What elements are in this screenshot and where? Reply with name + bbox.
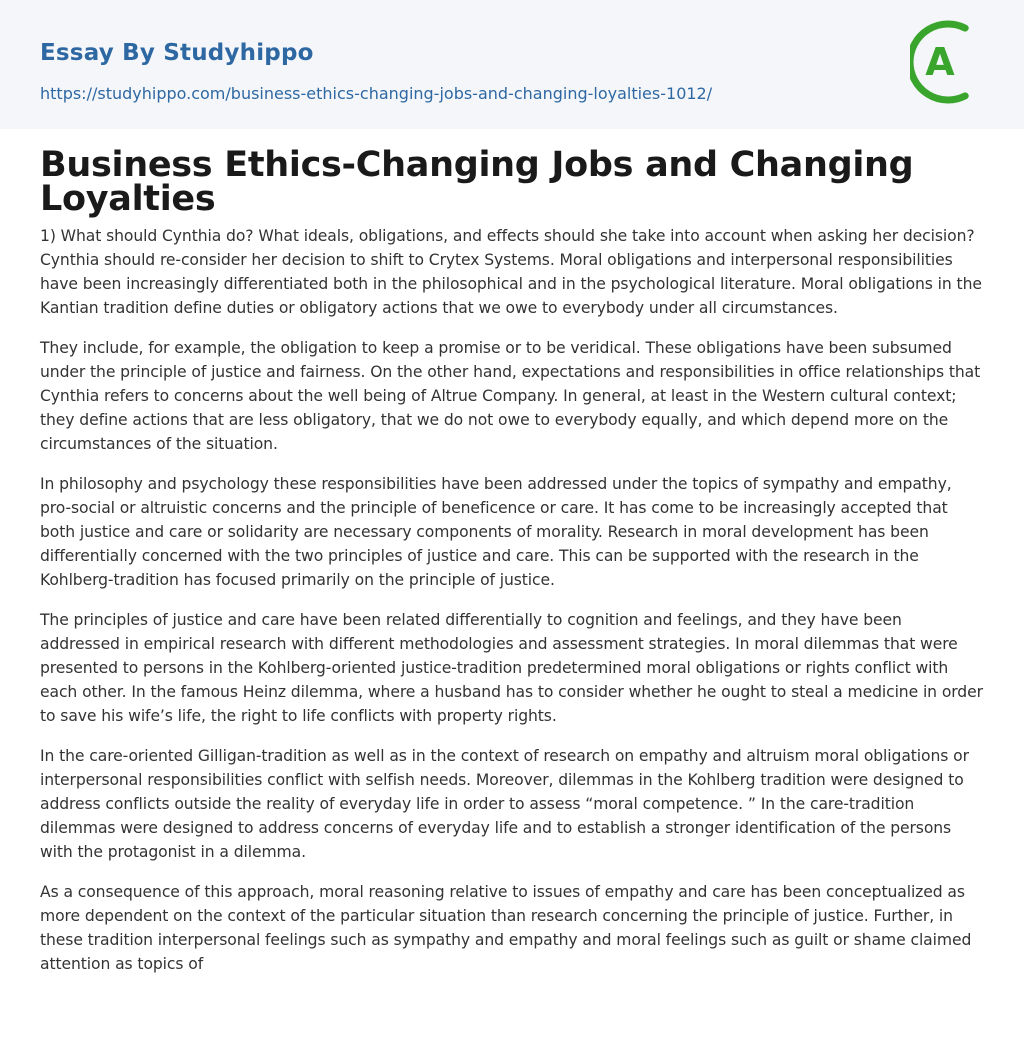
source-url-link[interactable]: https://studyhippo.com/business-ethics-changing-jobs-and-changing-loyalties-1012/ <box>40 84 713 103</box>
studyhippo-logo-icon[interactable] <box>910 18 988 106</box>
article <box>40 145 984 992</box>
logo-letter: A <box>925 40 955 84</box>
site-header <box>0 0 1024 129</box>
article-title: Business Ethics-Changing Jobs and Changing Loyalties <box>40 145 914 219</box>
article-paragraph: As a consequence of this approach, moral reasoning relative to issues of empathy and care has been conceptualized as more dependent on the context of the particular situation than research concerning the principle of justice. Further, in these tradition interpersonal feelings such as sympathy and empathy and moral feelings such as guilt or shame claimed attention as topics of <box>40 883 972 973</box>
article-paragraph: They include, for example, the obligation to keep a promise or to be veridical. These obligations have been subsumed under the principle of justice and fairness. On the other hand, expectations and responsibilities in office relationships that Cynthia refers to concerns about the well being of Altrue Company. In general, at least in the Western cultural context; they define actions that are less obligatory, that we do not owe to everybody equally, and which depend more on the circumstances of the situation. <box>40 339 981 453</box>
article-paragraph: 1) What should Cynthia do? What ideals, obligations, and effects should she take into account when asking her decision? Cynthia should re-consider her decision to shift to Crytex Systems. Moral obligations and interpersonal responsibilities have been increasingly differentiated both in the philosophical and in the psychological literature. Moral obligations in the Kantian tradition define duties or obligatory actions that we owe to everybody under all circumstances. <box>40 227 982 317</box>
article-paragraph: The principles of justice and care have been related differentially to cognition and feelings, and they have been addressed in empirical research with different methodologies and assessment strategies. In moral dilemmas that were presented to persons in the Kohlberg-oriented justice-tradition predetermined moral obligations or rights conflict with each other. In the famous Heinz dilemma, where a husband has to consider whether he ought to steal a medicine in order to save his wife’s life, the right to life conflicts with property rights. <box>40 611 983 725</box>
site-brand[interactable]: Essay By Studyhippo <box>40 40 314 66</box>
article-paragraph: In the care-oriented Gilligan-tradition as well as in the context of research on empathy and altruism moral obligations or interpersonal responsibilities conflict with selfish needs. Moreover, dilemmas in the Kohlberg tradition were designed to address conflicts outside the reality of everyday life in order to assess “moral competence. ” In the care-tradition dilemmas were designed to address concerns of everyday life and to establish a stronger identification of the persons with the protagonist in a dilemma. <box>40 747 969 861</box>
article-paragraph: In philosophy and psychology these responsibilities have been addressed under the topics of sympathy and empathy, pro-social or altruistic concerns and the principle of beneficence or care. It has come to be increasingly accepted that both justice and care or solidarity are necessary components of morality. Research in moral development has been differentially concerned with the two principles of justice and care. This can be supported with the research in the Kohlberg-tradition has focused primarily on the principle of justice. <box>40 475 952 589</box>
article-body <box>40 224 984 976</box>
